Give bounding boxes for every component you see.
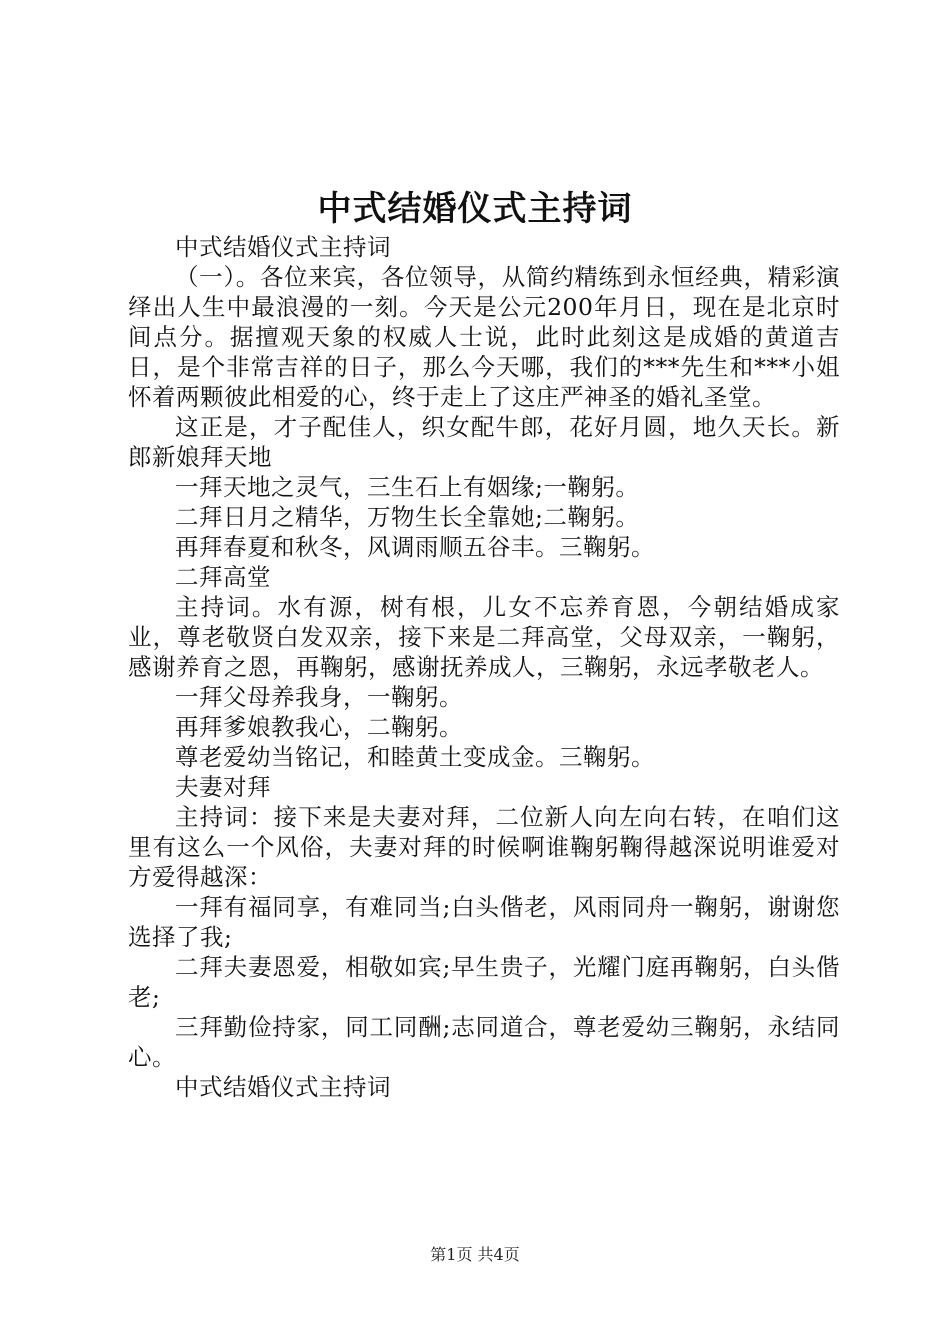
- paragraph-couple-bow-1: 一拜有福同享，有难同当;白头偕老，风雨同舟一鞠躬，谢谢您选择了我;: [128, 893, 840, 951]
- paragraph-closing-subtitle: 中式结婚仪式主持词: [175, 1073, 391, 1101]
- paragraph-parents-bow-3: 尊老爱幼当铭记，和睦黄土变成金。三鞠躬。: [175, 743, 655, 771]
- paragraph-opening: （一）。各位来宾，各位领导，从简约精练到永恒经典，精彩演绎出人生中最浪漫的一刻。今天是公元200年月日，现在是北京时间点分。据擅观天象的权威人士说，此时此刻这是成婚的黄道吉日，是个非常吉祥的日子，那么今天哪，我们的***先生和***小姐怀着两颗彼此相爱的心，终于走上了这庄严神圣的婚礼圣堂。: [128, 263, 840, 411]
- paragraph-heaven-bow-2: 二拜日月之精华，万物生长全靠她;二鞠躬。: [175, 503, 640, 531]
- paragraph-parents-bow-2: 再拜爹娘教我心，二鞠躬。: [175, 713, 463, 741]
- paragraph-worship-heaven-intro: 这正是，才子配佳人，织女配牛郎，花好月圆，地久天长。新郎新娘拜天地: [128, 413, 840, 471]
- section-heading-couple: 夫妻对拜: [175, 773, 271, 801]
- paragraph-heaven-bow-1: 一拜天地之灵气，三生石上有姻缘;一鞠躬。: [175, 473, 640, 501]
- paragraph-couple-bow-3: 三拜勤俭持家，同工同酬;志同道合，尊老爱幼三鞠躬，永结同心。: [128, 1013, 840, 1071]
- section-heading-parents: 二拜高堂: [175, 563, 271, 591]
- paragraph-couple-bow-2: 二拜夫妻恩爱，相敬如宾;早生贵子，光耀门庭再鞠躬，白头偕老;: [128, 953, 840, 1011]
- page-number-footer: 第1页 共4页: [430, 1245, 520, 1264]
- document-body: [128, 232, 840, 1102]
- paragraph-parents-bow-1: 一拜父母养我身，一鞠躬。: [175, 683, 463, 711]
- paragraph-parents-intro: 主持词。水有源，树有根，儿女不忘养育恩，今朝结婚成家业，尊老敬贤白发双亲，接下来是二拜高堂，父母双亲，一鞠躬，感谢养育之恩，再鞠躬，感谢抚养成人，三鞠躬，永远孝敬老人。: [128, 593, 840, 681]
- paragraph-subtitle: 中式结婚仪式主持词: [175, 233, 391, 261]
- paragraph-couple-intro: 主持词：接下来是夫妻对拜，二位新人向左向右转，在咱们这里有这么一个风俗，夫妻对拜的时候啊谁鞠躬鞠得越深说明谁爱对方爱得越深：: [128, 803, 840, 891]
- paragraph-heaven-bow-3: 再拜春夏和秋冬，风调雨顺五谷丰。三鞠躬。: [175, 533, 655, 561]
- document-title: 中式结婚仪式主持词: [317, 189, 633, 229]
